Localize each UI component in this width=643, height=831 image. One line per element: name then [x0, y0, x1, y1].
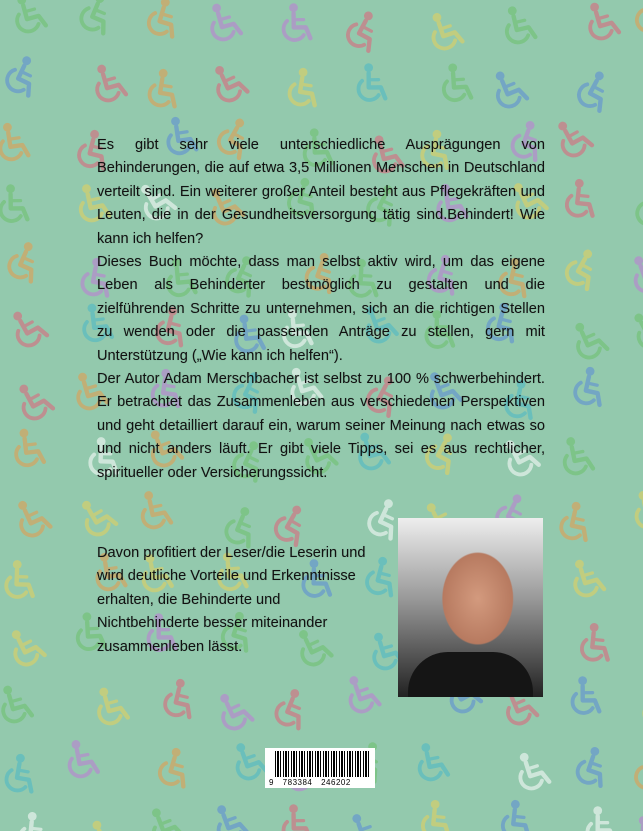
wheelchair-icon — [493, 795, 541, 831]
isbn-barcode — [265, 748, 375, 788]
wheelchair-icon — [636, 547, 643, 600]
wheelchair-icon — [139, 64, 189, 114]
wheelchair-icon — [551, 430, 603, 482]
wheelchair-icon — [480, 60, 537, 117]
wheelchair-icon — [579, 804, 623, 831]
wheelchair-icon — [630, 430, 643, 485]
wheelchair-icon — [137, 0, 192, 45]
wheelchair-icon — [624, 745, 643, 799]
wheelchair-icon — [68, 0, 126, 42]
wheelchair-icon — [279, 62, 329, 112]
wheelchair-icon — [0, 618, 55, 677]
wheelchair-icon — [557, 174, 605, 222]
wheelchair-icon — [147, 740, 202, 795]
wheelchair-icon — [2, 0, 56, 41]
description-text — [97, 134, 545, 485]
wheelchair-icon — [0, 46, 52, 105]
wheelchair-icon — [0, 677, 42, 731]
wheelchair-icon — [413, 796, 461, 831]
wheelchair-icon — [406, 736, 458, 788]
closing-paragraph: Davon profitiert der Leser/die Leserin und wird deutliche Vorteile und Erkenntnisse erhalten, die Behinderte und Nichtbehinderte besser miteinander zusammenleben lässt. — [97, 545, 366, 655]
wheelchair-icon — [275, 801, 320, 831]
description-paragraph: Dieses Buch möchte, dass man selbst aktiv wird, um das eigene Leben als Behinderter bestmöglich zu gestalten und die zielführenden Schritte zu unternehmen, sich an die richtigen Stellen zu wenden oder die passenden Anträge zu stellen, gern mit Unterstützung („Wie kann ich helfen“). — [97, 254, 545, 364]
wheelchair-icon — [638, 124, 643, 181]
wheelchair-icon — [492, 0, 545, 52]
wheelchair-icon — [434, 60, 481, 107]
wheelchair-icon — [274, 1, 319, 46]
wheelchair-icon — [3, 489, 61, 547]
wheelchair-icon — [337, 804, 393, 831]
wheelchair-icon — [550, 495, 602, 547]
wheelchair-icon — [638, 611, 643, 657]
wheelchair-icon — [564, 674, 608, 718]
wheelchair-icon — [417, 3, 473, 59]
wheelchair-icon — [129, 484, 181, 536]
wheelchair-icon — [205, 682, 263, 740]
wheelchair-icon — [624, 485, 643, 536]
wheelchair-icon — [84, 679, 138, 733]
wheelchair-icon — [565, 739, 621, 795]
wheelchair-icon — [574, 0, 628, 48]
wheelchair-icon — [137, 797, 194, 831]
wheelchair-icon — [560, 551, 615, 606]
wheelchair-icon — [264, 680, 321, 737]
wheelchair-icon — [0, 557, 42, 602]
wheelchair-icon — [77, 809, 135, 831]
wheelchair-icon — [635, 365, 643, 416]
wheelchair-icon — [633, 682, 643, 734]
wheelchair-icon — [543, 108, 603, 168]
author-photo — [398, 518, 543, 697]
wheelchair-icon — [200, 54, 258, 112]
wheelchair-icon — [560, 311, 618, 369]
wheelchair-icon — [0, 298, 58, 358]
wheelchair-icon — [0, 233, 54, 291]
description-paragraph: Der Autor Adam Merschbacher ist selbst zu 100 % schwerbehindert. Er betrachtet das Zusammenleben aus verschiedenen Perspektiven und geht detailliert darauf ein, warum seiner Meinung nach etwas so und nicht anders läuft. Er gibt viele Tipps, sei es aus rechtlicher, spiritueller oder Versicherungssicht. — [97, 371, 545, 481]
wheelchair-icon — [81, 56, 135, 110]
wheelchair-icon — [0, 748, 47, 799]
wheelchair-icon — [618, 245, 643, 301]
wheelchair-icon — [67, 487, 127, 547]
wheelchair-icon — [197, 0, 251, 49]
wheelchair-icon — [572, 619, 620, 667]
wheelchair-icon — [5, 424, 54, 473]
wheelchair-icon — [350, 61, 394, 105]
wheelchair-icon — [4, 371, 64, 431]
wheelchair-icon — [334, 1, 394, 61]
description-paragraph: Es gibt sehr viele unterschiedliche Ausprägungen von Behinderungen, die auf etwa 3,5 Millionen Menschen in Deutschland verteilt sind. Ein weiterer großer Anteil besteht aus Pflegekräften und Leuten, die in der Gesundheitsversorgung tätig sind.Behindert! Wie kann ich helfen? — [97, 137, 545, 247]
wheelchair-icon — [57, 733, 108, 784]
wheelchair-icon — [624, 180, 643, 238]
barcode-bars — [275, 751, 371, 777]
wheelchair-icon — [563, 360, 616, 413]
wheelchair-icon — [10, 808, 58, 831]
wheelchair-icon — [0, 181, 36, 226]
wheelchair-icon — [619, 300, 643, 360]
wheelchair-icon — [553, 239, 613, 299]
wheelchair-icon — [154, 672, 207, 725]
barcode-number: 9 783384 246202 — [269, 778, 351, 787]
wheelchair-icon — [504, 744, 559, 799]
wheelchair-icon — [0, 117, 38, 167]
wheelchair-icon — [624, 813, 643, 831]
wheelchair-icon — [201, 795, 257, 831]
